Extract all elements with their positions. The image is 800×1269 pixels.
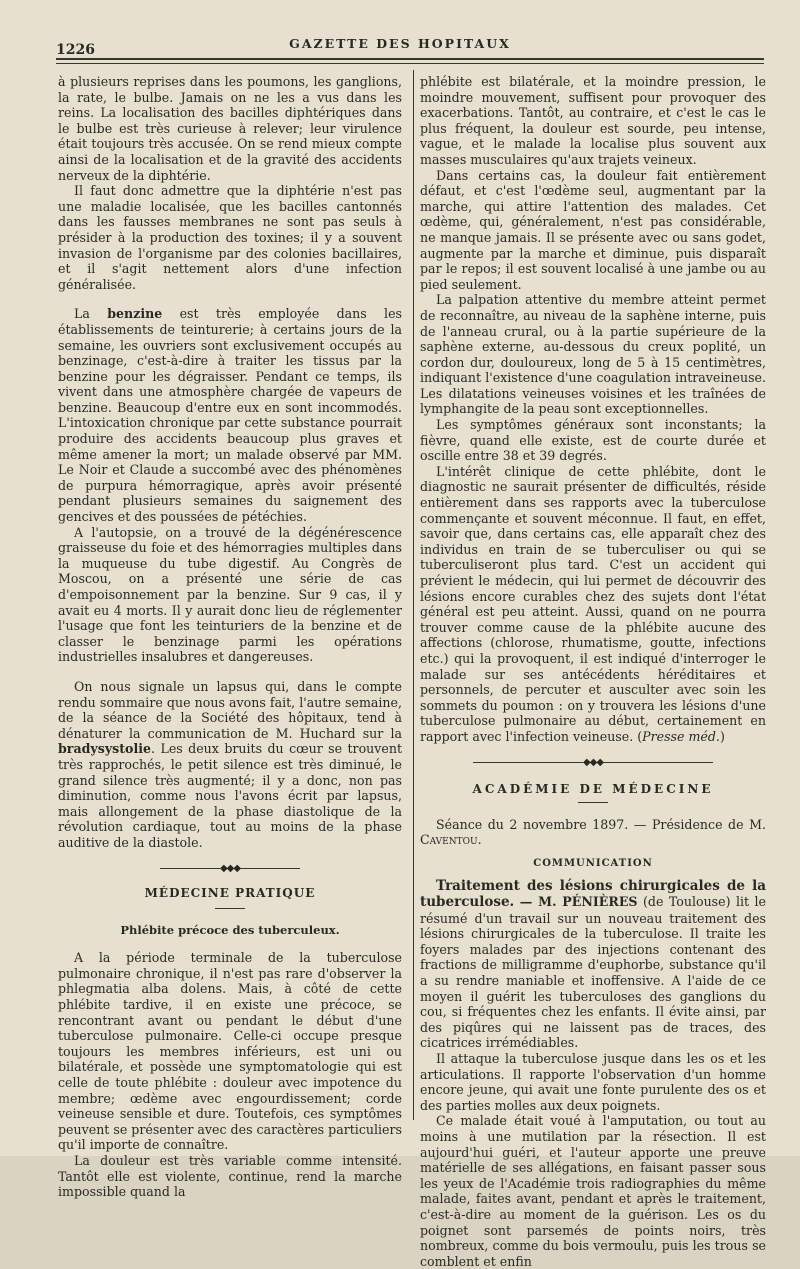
ornament-divider: ◆◆◆ [420,755,766,771]
paragraph: Les symptômes généraux sont inconstants; la fièvre, quand elle existe, est de courte durée et oscille entre 38 et 39 degrés. [420,417,766,464]
paragraph: On nous signale un lapsus qui, dans le compte rendu sommaire que nous avons fait, l'autre semaine, de la séance de la Société des hôpitaux, tend à dénaturer la communication de M. Huchard sur la bradysystolie. Les deux bruits du cœur se trouvent très rapprochés, le petit silence est très diminué, le grand silence très augmenté; il y a donc, non pas diminution, comme nous l'avons écrit par lapsus, mais allongement de la phase diastolique de la révolution cardiaque, tout au moins de la phase auditive de la diastole. [58,678,402,850]
paragraph: Traitement des lésions chirurgicales de la tuberculose. — M. PÉNIÈRES (de Toulouse) lit le résumé d'un travail sur un nouveau traitement des lésions chirurgicales de la tuberculose. Il traite les foyers malades par des injections contenant des fractions de milligramme d'euphorbe, substance qu'il a su rendre maniable et inoffensive. A l'aide de ce moyen il guérit les tuberculoses des ganglions du cou, si fréquentes chez les enfants. Il évite ainsi, par des piqûres qui ne laissent pas de traces, des cicatrices irrémédiables. [420,877,766,1051]
running-title: GAZETTE DES HOPITAUX [289,36,511,51]
paragraph: phlébite est bilatérale, et la moindre pression, le moindre mouvement, suffisent pour provoquer des exacerbations. Tantôt, au contraire, et c'est le cas le plus fréquent, la douleur est sourde, peu intense, vague, et le malade la localise plus souvent aux masses musculaires qu'aux trajets veineux. [420,74,766,167]
ornament-divider: ◆◆◆ [58,861,402,877]
column-divider [413,70,414,1120]
paragraph: L'intérêt clinique de cette phlébite, dont le diagnostic ne saurait présenter de difficultés, réside entièrement dans ses rapports avec la tuberculose commençante et souvent méconnue. Il faut, en effet, savoir que, dans certains cas, elle apparaît chez des individus en train de se tuberculiser ou qui se tuberculiseront plus tard. C'est un accident qui prévient le médecin, qui lui permet de découvrir des lésions encore curables chez des sujets dont l'état général est peu atteint. Aussi, quand on ne pourra trouver comme cause de la phlébite aucune des affections (chlorose, rhumatisme, goutte, infections etc.) qui la provoquent, il est indiqué d'interroger le malade sur ses antécédents héréditaires et personnels, de percuter et ausculter avec soin les sommets du poumon : on y trouvera les lésions d'une tuberculose pulmonaire au début, certainement en rapport avec l'infection veineuse. (Presse méd.) [420,463,766,744]
header-rule [56,58,764,60]
paragraph: A l'autopsie, on a trouvé de la dégénérescence graisseuse du foie et des hémorragies multiples dans la muqueuse du tube digestif. Au Congrès de Moscou, on a présenté une série de cas d'empoisonnement par la benzine. Sur 9 cas, il y avait eu 4 morts. Il y aurait donc lieu de réglementer l'usage que font les teinturiers de la benzine et de classer le benzinage parmi les opérations industrielles insalubres et dangereuses. [58,524,402,665]
paragraph: Dans certains cas, la douleur fait entièrement défaut, et c'est l'œdème seul, augmentant par la marche, qui attire l'attention des malades. Cet œdème, qui, généralement, n'est pas considérable, ne manque jamais. Il se présente avec ou sans godet, augmente par la marche et diminue, puis disparaît par le repos; il est souvent localisé à une jambe ou au pied seulement. [420,167,766,292]
keyword: benzine [107,306,163,322]
article-title: Traitement des lésions chirurgicales de la tuberculose. [420,877,766,911]
section-heading: ACADÉMIE DE MÉDECINE [472,782,714,797]
paragraph: La douleur est très variable comme intensité. Tantôt elle est violente, continue, rend la marche impossible quand la [58,1153,402,1200]
session-line: Séance du 2 novembre 1897. — Présidence de M. Caventou. [420,816,766,848]
left-column [58,74,402,1200]
article-title: Phlébite précoce des tuberculeux. [120,922,340,937]
header-rule-thin [56,63,764,64]
paragraph: Ce malade était voué à l'amputation, ou tout au moins à une mutilation par la résection. Il est aujourd'hui guéri, et l'auteur apporte une preuve matérielle de ses allégations, en faisant passer sous les yeux de l'Académie trois radiographies du même malade, faites avant, pendant et après le traitement, c'est-à-dire au moment de la guérison. Les os du poignet sont parsemés de points noirs, très nombreux, comme du bois vermoulu, puis les trous se comblent et enfin [420,1113,766,1269]
citation: Presse méd. [642,728,720,744]
paragraph: Il attaque la tuberculose jusque dans les os et les articulations. Il rapporte l'observation d'un homme encore jeune, qui avait une fonte purulente des os et des parties molles aux deux poignets. [420,1051,766,1113]
paragraph: à plusieurs reprises dans les poumons, les ganglions, la rate, le bulbe. Jamais on ne les a vus dans les reins. La localisation des bacilles diphtériques dans le bulbe est très curieuse à relever; leur virulence était toujours très accusée. On se rend mieux compte ainsi de la localisation et de la gravité des accidents nerveux de la diphtérie. [58,74,402,183]
paragraph: Il faut donc admettre que la diphtérie n'est pas une maladie localisée, que les bacilles cantonnés dans les fausses membranes ne sont pas seuls à présider à la production des toxines; il y a souvent invasion de l'organisme par des colonies bacillaires, et il s'agit nettement alors d'une infection généralisée. [58,183,402,292]
paragraph: La benzine est très employée dans les établissements de teinturerie; à certains jours de la semaine, les ouvriers sont exclusivement occupés au benzinage, c'est-à-dire à traiter les tissus par la benzine pour les dégraisser. Pendant ce temps, ils vivent dans une atmosphère chargée de vapeurs de benzine. Beaucoup d'entre eux en sont incommodés. L'intoxication chronique par cette substance pourrait produire des accidents beaucoup plus graves et même amener la mort; un malade observé par MM. Le Noir et Claude a succombé avec des phénomènes de purpura hémorragique, après avoir présenté pendant plusieurs semaines du saignement des gencives et des poussées de pétéchies. [58,306,402,525]
section-heading: MÉDECINE PRATIQUE [144,886,316,901]
page-number: 1226 [56,42,95,58]
keyword: bradysystolie [58,741,152,757]
short-rule [578,802,608,803]
paragraph: A la période terminale de la tuberculose pulmonaire chronique, il n'est pas rare d'observer la phlegmatia alba dolens. Mais, à côté de cette phlébite tardive, il en existe une précoce, se rencontrant avant ou pendant le début d'une tuberculose pulmonaire. Celle-ci occupe presque toujours les membres inférieurs, est uni ou bilatérale, et possède une symptomatologie qui est celle de toute phlébite : douleur avec impotence du membre; œdème avec engourdissement; corde veineuse sensible et dure. Toutefois, ces symptômes peuvent se présenter avec des caractères particuliers qu'il importe de connaître. [58,950,402,1153]
author: — M. PÉNIÈRES [519,894,638,910]
right-column [420,74,766,1269]
short-rule [215,908,245,909]
communication-heading: COMMUNICATION [533,857,653,869]
paragraph: La palpation attentive du membre atteint permet de reconnaître, au niveau de la saphène interne, puis de l'anneau crural, ou à la partie supérieure de la saphène externe, au-dessous du creux poplité, un cordon dur, douloureux, long de 5 à 15 centimètres, indiquant l'existence d'une coagulation intraveineuse. Les dilatations veineuses voisines et les traînées de lymphangite de la peau sont exceptionnelles. [420,292,766,417]
